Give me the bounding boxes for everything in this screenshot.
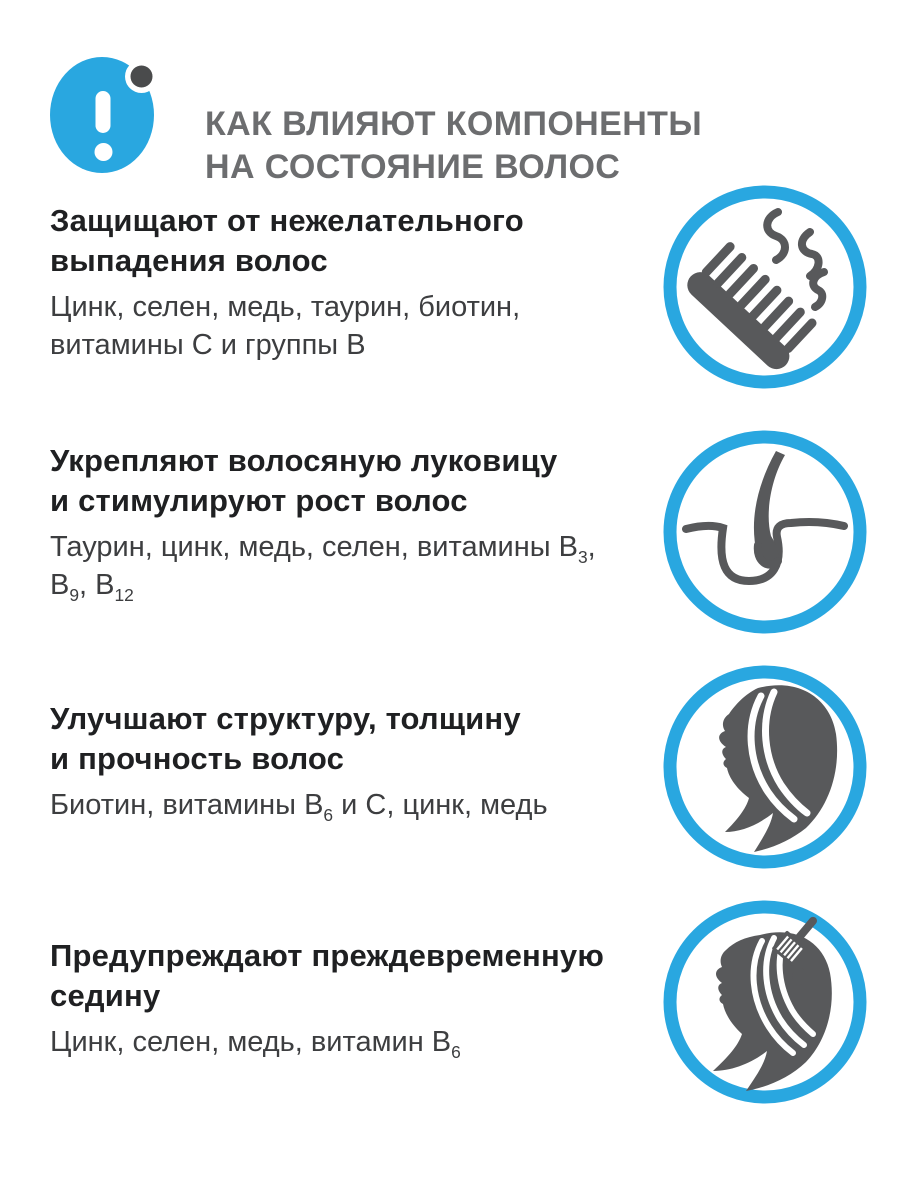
section-heading: Защищают от нежелательного выпадения волос [50,203,524,278]
section-improve-structure [50,699,655,824]
woman-hair-icon [660,662,870,872]
section-heading: Укрепляют волосяную луковицу и стимулируют рост волос [50,443,558,518]
page-title: КАК ВЛИЯЮТ КОМПОНЕНТЫ НА СОСТОЯНИЕ ВОЛОС [205,104,703,186]
hair-follicle-icon [660,427,870,637]
section-heading: Улучшают структуру, толщину и прочность волос [50,701,521,776]
hair-coloring-icon [660,897,870,1107]
section-protect-hair-loss [50,201,655,364]
alert-badge [40,50,170,180]
section-components: Цинк, селен, медь, таурин, биотин, витамины С и группы В [50,291,521,361]
section-components: Биотин, витамины $В_6$ и С, цинк, медь [50,789,548,825]
section-heading: Предупреждают преждевременную седину [50,938,604,1013]
section-strengthen-follicle [50,441,655,604]
section-components: Цинк, селен, медь, витамин $В_6$ [50,1026,461,1062]
exclamation-icon [40,50,170,180]
section-prevent-gray-hair [50,936,655,1061]
section-components: Таурин, цинк, медь, селен, витамины $В_3$, $В_9$, $В_{12}$ [50,531,596,605]
comb-icon [660,182,870,392]
